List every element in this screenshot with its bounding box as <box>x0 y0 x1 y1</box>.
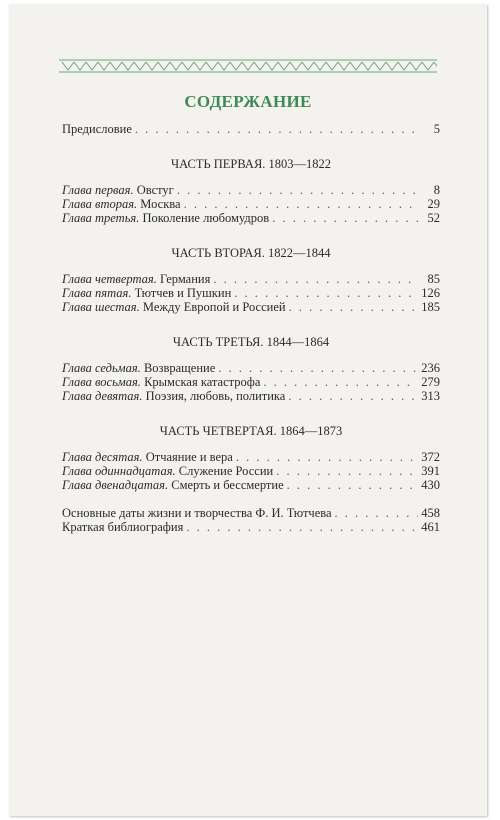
page-number: 279 <box>421 375 440 389</box>
toc-title: СОДЕРЖАНИЕ <box>184 92 312 111</box>
page-number: 29 <box>427 197 440 211</box>
part-years: 1864—1873 <box>279 424 343 438</box>
dot-leader <box>213 272 419 286</box>
part-years: 1803—1822 <box>268 157 332 171</box>
dot-leader <box>218 361 418 375</box>
toc-entry-chapter[interactable] <box>62 450 440 464</box>
table-of-contents <box>62 122 440 534</box>
part-label: ЧАСТЬ ПЕРВАЯ. <box>170 157 266 171</box>
part-years: 1822—1844 <box>267 246 331 260</box>
toc-entry-chapter[interactable] <box>62 464 440 478</box>
toc-entry-chapter[interactable] <box>62 183 440 197</box>
page-number: 458 <box>421 506 440 520</box>
dot-leader <box>184 197 419 211</box>
page-number: 236 <box>421 361 440 375</box>
page-number: 5 <box>433 122 440 136</box>
chapter-title: Москва <box>140 197 181 211</box>
dot-leader <box>288 389 418 403</box>
spacer <box>62 492 440 506</box>
page-number: 85 <box>427 272 440 286</box>
dot-leader <box>186 520 418 534</box>
decorative-ornament-border <box>59 59 437 73</box>
part-heading-2 <box>62 246 440 260</box>
page-number: 430 <box>421 478 440 492</box>
toc-entry-chapter[interactable] <box>62 375 440 389</box>
part-years: 1844—1864 <box>266 335 330 349</box>
chapter-prefix: Глава двенадцатая. <box>62 478 169 492</box>
chapter-prefix: Глава вторая. <box>62 197 138 211</box>
page-number: 372 <box>421 450 440 464</box>
part-label: ЧАСТЬ ТРЕТЬЯ. <box>172 335 264 349</box>
toc-entry-appendix[interactable] <box>62 520 440 534</box>
dot-leader <box>287 478 419 492</box>
chapter-title: Тютчев и Пушкин <box>134 286 232 300</box>
chapter-prefix: Глава четвертая. <box>62 272 157 286</box>
dot-leader <box>276 464 418 478</box>
dot-leader <box>236 450 418 464</box>
part-label: ЧАСТЬ ЧЕТВЕРТАЯ. <box>159 424 277 438</box>
dot-leader <box>234 286 418 300</box>
dot-leader <box>135 122 419 136</box>
dot-leader <box>272 211 419 225</box>
dot-leader <box>289 300 419 314</box>
chapter-title: Германия <box>159 272 211 286</box>
entry-title: Основные даты жизни и творчества Ф. И. Тютчева <box>62 506 332 520</box>
chapter-prefix: Глава одиннадцатая. <box>62 464 176 478</box>
chapter-prefix: Глава седьмая. <box>62 361 141 375</box>
part-label: ЧАСТЬ ВТОРАЯ. <box>171 246 265 260</box>
dot-leader <box>263 375 418 389</box>
page-number: 313 <box>421 389 440 403</box>
chapter-prefix: Глава пятая. <box>62 286 132 300</box>
book-page <box>9 4 487 816</box>
page-number: 185 <box>421 300 440 314</box>
toc-entry-appendix[interactable] <box>62 506 440 520</box>
toc-entry-preface[interactable] <box>62 122 440 136</box>
part-heading-1 <box>62 157 440 171</box>
chapter-title: Возвращение <box>143 361 216 375</box>
page-number: 461 <box>421 520 440 534</box>
chapter-title: Овстуг <box>136 183 174 197</box>
toc-entry-chapter[interactable] <box>62 197 440 211</box>
page-number: 391 <box>421 464 440 478</box>
toc-entry-chapter[interactable] <box>62 478 440 492</box>
chapter-title: Между Европой и Россией <box>142 300 286 314</box>
chapter-title: Отчаяние и вера <box>145 450 233 464</box>
part-heading-4 <box>62 424 440 438</box>
chapter-title: Крымская катастрофа <box>144 375 261 389</box>
chapter-prefix: Глава третья. <box>62 211 140 225</box>
page-number: 52 <box>427 211 440 225</box>
toc-entry-chapter[interactable] <box>62 211 440 225</box>
chapter-title: Служение России <box>178 464 274 478</box>
toc-entry-chapter[interactable] <box>62 300 440 314</box>
chapter-prefix: Глава первая. <box>62 183 134 197</box>
toc-entry-chapter[interactable] <box>62 272 440 286</box>
chapter-title: Поэзия, любовь, политика <box>145 389 286 403</box>
entry-title: Предисловие <box>62 122 132 136</box>
page-number: 126 <box>421 286 440 300</box>
toc-entry-chapter[interactable] <box>62 361 440 375</box>
dot-leader <box>177 183 419 197</box>
chapter-title: Поколение любомудров <box>142 211 270 225</box>
entry-title: Краткая библиография <box>62 520 184 534</box>
chapter-prefix: Глава девятая. <box>62 389 143 403</box>
part-heading-3 <box>62 335 440 349</box>
chapter-prefix: Глава десятая. <box>62 450 143 464</box>
toc-entry-chapter[interactable] <box>62 286 440 300</box>
chapter-prefix: Глава шестая. <box>62 300 140 314</box>
toc-entry-chapter[interactable] <box>62 389 440 403</box>
chapter-prefix: Глава восьмая. <box>62 375 141 389</box>
chapter-title: Смерть и бессмертие <box>171 478 284 492</box>
page-number: 8 <box>433 183 440 197</box>
dot-leader <box>335 506 419 520</box>
